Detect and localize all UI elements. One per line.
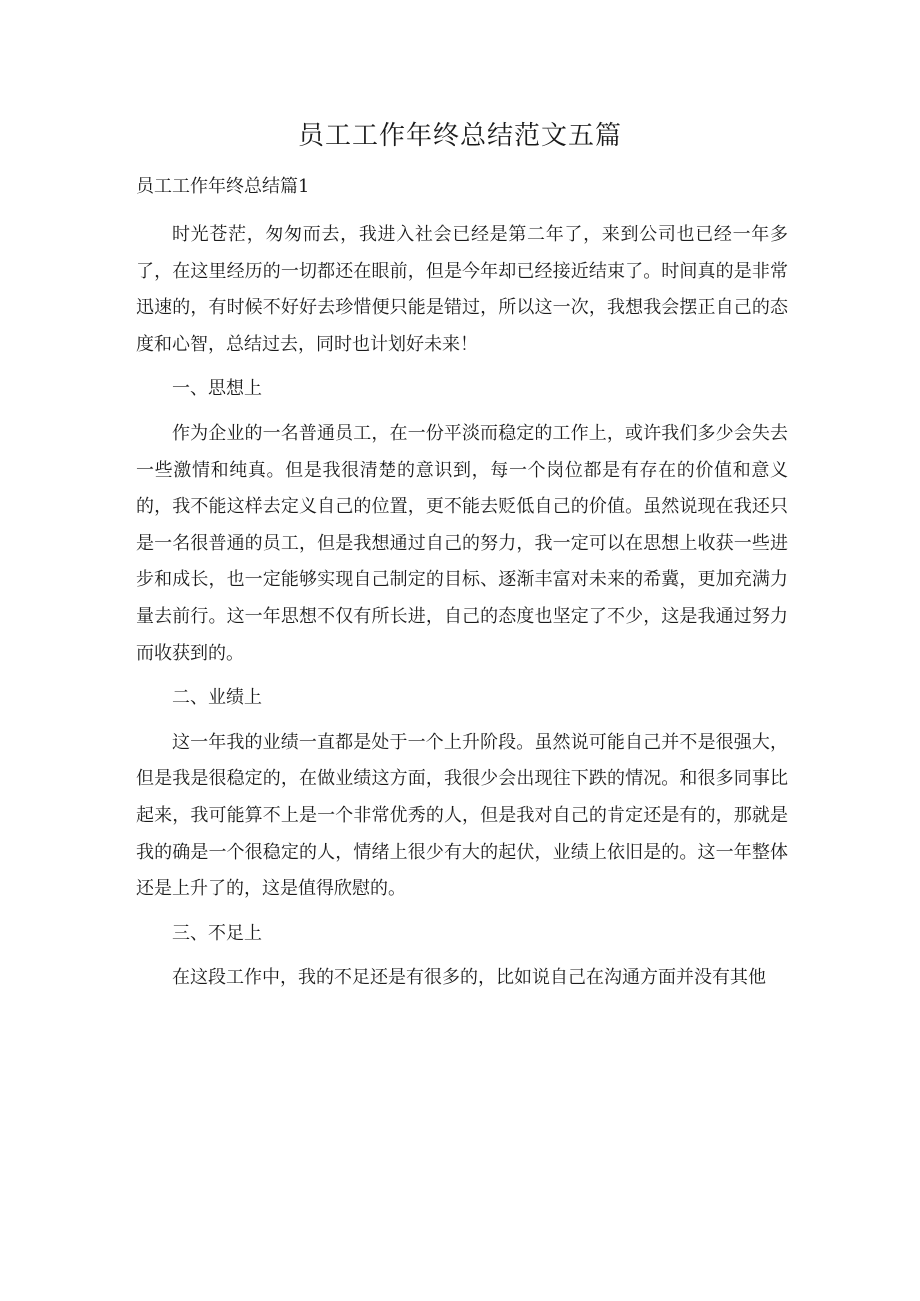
section-heading-shortcomings: 三、不足上 [172, 922, 262, 944]
intro-paragraph: 时光苍茫，匆匆而去，我进入社会已经是第二年了，来到公司也已经一年多了，在这里经历的一切都还在眼前，但是今年却已经接近结束了。时间真的是非常迅速的，有时候不好好去珍惜便只能是错过，所以这一次，我想我会摆正自己的态度和心智，总结过去，同时也计划好未来！ [136, 224, 788, 355]
document-subtitle: 员工工作年终总结篇1 [136, 176, 310, 197]
section-body-thought: 作为企业的一名普通员工，在一份平淡而稳定的工作上，或许我们多少会失去一些激情和纯真。但是我很清楚的意识到，每一个岗位都是有存在的价值和意义的，我不能这样去定义自己的位置，更不能去贬低自己的价值。虽然说现在我还只是一名很普通的员工，但是我想通过自己的努力，我一定可以在思想上收获一些进步和成长，也一定能够实现自己制定的目标、逐渐丰富对未来的希冀，更加充满力量去前行。这一年思想不仅有所长进，自己的态度也坚定了不少，这是我通过努力而收获到的。 [136, 422, 788, 664]
section-body-performance: 这一年我的业绩一直都是处于一个上升阶段。虽然说可能自己并不是很强大，但是我是很稳定的，在做业绩这方面，我很少会出现往下跌的情况。和很多同事比起来，我可能算不上是一个非常优秀的人，但是我对自己的肯定还是有的，那就是我的确是一个很稳定的人，情绪上很少有大的起伏，业绩上依旧是的。这一年整体还是上升了的，这是值得欣慰的。 [136, 731, 788, 900]
section-body-shortcomings: 在这段工作中，我的不足还是有很多的，比如说自己在沟通方面并没有其他 [172, 967, 766, 989]
section-heading-thought: 一、思想上 [172, 378, 262, 400]
section-heading-performance: 二、业绩上 [172, 687, 262, 709]
document-body [136, 217, 788, 1005]
document-title: 员工工作年终总结范文五篇 [297, 121, 622, 151]
